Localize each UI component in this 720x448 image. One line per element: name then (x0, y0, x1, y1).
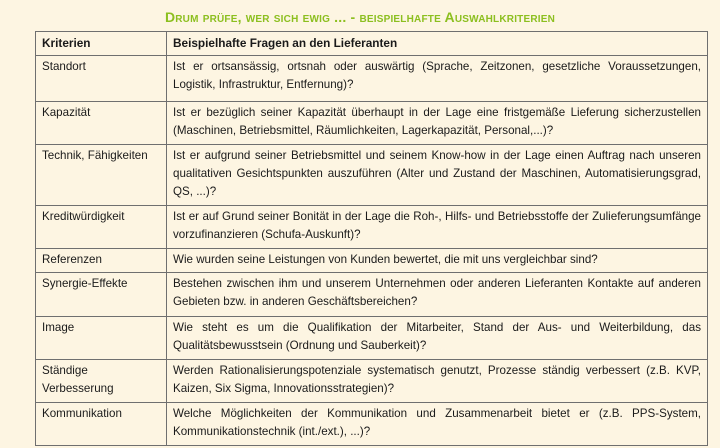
page-title: Drum prüfe, wer sich ewig ... - beispielhafte Auswahlkriterien (164, 9, 556, 25)
table-row (36, 206, 708, 249)
criterion-cell: Synergie-Effekte (36, 273, 167, 317)
table-row (36, 273, 708, 317)
question-cell: Ist er auf Grund seiner Bonität in der Lage die Roh-, Hilfs- und Betriebsstoffe der Zulieferungsumfänge vorzufinanzieren (Schufa-Auskunft)? (167, 206, 708, 249)
criterion-cell: Kommunikation (36, 403, 167, 446)
table-row (36, 403, 708, 446)
table-row (36, 360, 708, 403)
criterion-cell: Technik, Fähigkeiten (36, 145, 167, 206)
table-row (36, 56, 708, 102)
table-row (36, 102, 708, 145)
question-cell: Bestehen zwischen ihm und unserem Unternehmen oder anderen Lieferanten Kontakte auf anderen Gebieten bzw. in anderen Geschäftsbereichen? (167, 273, 708, 317)
table-row (36, 145, 708, 206)
criterion-cell: Standort (36, 56, 167, 102)
table-row (36, 317, 708, 360)
question-cell: Wie wurden seine Leistungen von Kunden bewertet, die mit uns vergleichbar sind? (167, 249, 708, 273)
header-questions: Beispielhafte Fragen an den Lieferanten (167, 32, 708, 56)
question-cell: Wie steht es um die Qualifikation der Mitarbeiter, Stand der Aus- und Weiterbildung, das Qualitätsbewusstsein (Ordnung und Sauberkeit)? (167, 317, 708, 360)
question-cell: Ist er aufgrund seiner Betriebsmittel und seinem Know-how in der Lage einen Auftrag nach unseren qualitativen Gesichtspunkten auszuführen (Alter und Zustand der Maschinen, Automatisierungsgrad, QS, ...)? (167, 145, 708, 206)
criterion-cell: Image (36, 317, 167, 360)
question-cell: Werden Rationalisierungspotenziale systematisch genutzt, Prozesse ständig verbessert (z.B. KVP, Kaizen, Six Sigma, Innovationsstrategien)? (167, 360, 708, 403)
criterion-cell: Referenzen (36, 249, 167, 273)
question-cell: Welche Möglichkeiten der Kommunikation und Zusammenarbeit bietet er (z.B. PPS-System, Kommunikationstechnik (int./ext.), ...)? (167, 403, 708, 446)
header-criteria: Kriterien (36, 32, 167, 56)
question-cell: Ist er bezüglich seiner Kapazität überhaupt in der Lage eine fristgemäße Lieferung sicherzustellen (Maschinen, Betriebsmittel, Räumlichkeiten, Lagerkapazität, Personal,...)? (167, 102, 708, 145)
criteria-table (35, 31, 708, 446)
criterion-cell: Kapazität (36, 102, 167, 145)
question-cell: Ist er ortsansässig, ortsnah oder auswärtig (Sprache, Zeitzonen, gesetzliche Voraussetzungen, Logistik, Infrastruktur, Entfernung)? (167, 56, 708, 102)
table-header-row (36, 32, 708, 56)
criterion-cell: Kreditwürdigkeit (36, 206, 167, 249)
table-row (36, 249, 708, 273)
criterion-cell: Ständige Verbesserung (36, 360, 167, 403)
